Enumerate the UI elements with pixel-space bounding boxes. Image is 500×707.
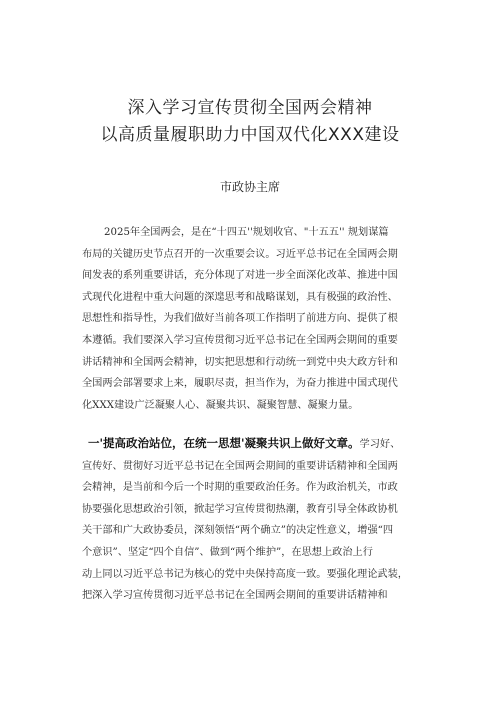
- paragraph-line: 全国两会部署要求上来，履职尽责，担当作为，为奋力推进中国式现代: [82, 378, 398, 390]
- paragraph-line: 布局的关键历史节点召开的一次重要会议。习近平总书记在全国两会期: [82, 248, 398, 260]
- document-title-line-1: 深入学习宣传贯彻全国两会精神: [127, 98, 373, 118]
- paragraph-line: 讲话精神和全国两会精神，切实把思想和行动统一到党中央大政方针和: [82, 356, 398, 368]
- document-title-line-2: 以高质量履职助力中国双代化XXX建设: [100, 125, 400, 145]
- paragraph-line: 本遵循。我们要深入学习宣传贯彻习近平总书记在全国两会期间的重要: [82, 334, 398, 346]
- paragraph-line: 思想性和指导性，为我们做好当前各项工作指明了前进方向、提供了根: [82, 313, 398, 325]
- paragraph-line: 动上同以习近平总书记为核心的党中央保持高度一致。要强化理论武装，: [82, 568, 408, 580]
- paragraph-line: 化XXX建设广泛凝聚人心、凝聚共识、凝聚智慧、凝聚力量。: [82, 399, 359, 411]
- section-heading: 一'提高政治站位，在统一思想'凝聚共识上做好文章。: [88, 436, 360, 450]
- paragraph-line: 关干部和广大政协委员，深刻领悟“两个确立”的决定性意义，增强“四: [82, 525, 394, 537]
- paragraph-intro: [82, 222, 420, 416]
- paragraph-line: [82, 433, 420, 456]
- paragraph-section-1: [82, 433, 420, 607]
- paragraph-line: 个意识”、坚定“四个自信”、做到“两个维护”，在思想上政治上行: [82, 546, 373, 558]
- paragraph-line: 2025年全国两会，是在“十四五''规划收官、"十五五'' 规划谋篇: [104, 227, 389, 238]
- paragraph-line: 会精神，是当前和今后一个时期的重要政治任务。作为政治机关，市政: [82, 482, 398, 494]
- paragraph-line: 宣传好、贯彻好习近平总书记在全国两会期间的重要讲话精神和全国两: [82, 460, 398, 472]
- document-author: 市政协主席: [219, 180, 280, 194]
- paragraph-line: 间发表的系列重要讲话，充分体现了对进一步全面深化改革、推进中国: [82, 270, 398, 282]
- paragraph-line: 把深入学习宣传贯彻习近平总书记在全国两会期间的重要讲话精神和: [82, 590, 388, 602]
- paragraph-line: 式现代化进程中重大问题的深遑思考和战略谋划，具有极强的政治性、: [82, 291, 398, 303]
- paragraph-text: 学习好、: [359, 439, 401, 450]
- paragraph-line: 协要强化思想政治引领，掀起学习宣传贯彻热潮，教育引导全体政协机: [82, 503, 398, 515]
